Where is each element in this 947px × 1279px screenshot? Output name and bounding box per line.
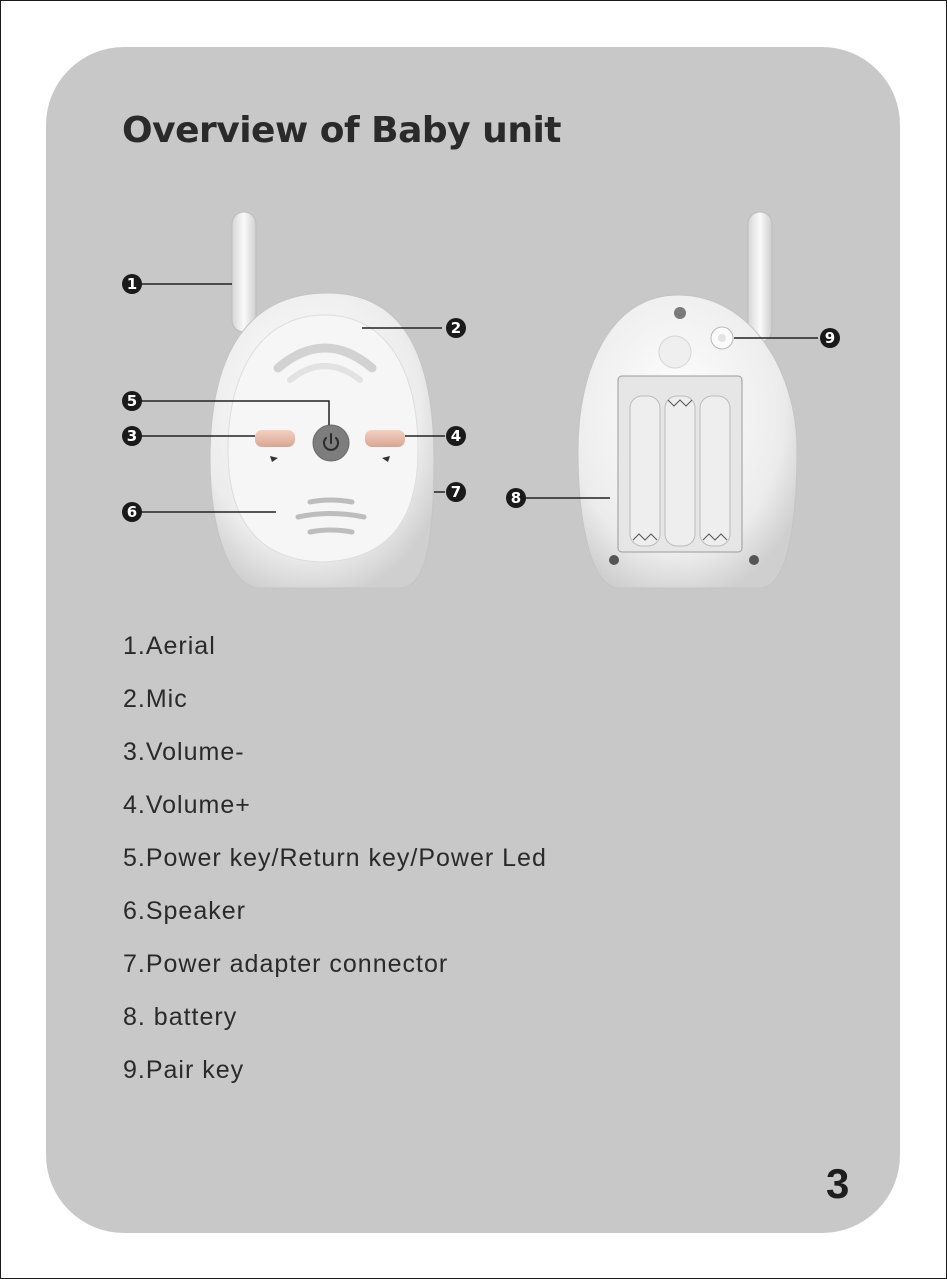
svg-text:3: 3 bbox=[126, 427, 138, 445]
screw-bottom-right bbox=[749, 555, 759, 565]
callout-7 bbox=[446, 482, 466, 502]
legend-item-volume-down: 3.Volume- bbox=[123, 738, 245, 766]
svg-text:4: 4 bbox=[450, 427, 462, 445]
screw-top bbox=[674, 307, 686, 319]
page-number: 3 bbox=[826, 1160, 850, 1207]
callout-6 bbox=[122, 502, 142, 522]
battery-cell-1 bbox=[630, 396, 660, 546]
legend-item-speaker: 6.Speaker bbox=[123, 897, 246, 925]
svg-text:5: 5 bbox=[126, 392, 138, 410]
volume-up-key bbox=[365, 430, 405, 447]
front-view bbox=[210, 212, 434, 588]
device-illustration bbox=[100, 200, 860, 600]
callout-8 bbox=[506, 488, 526, 508]
legend-item-pair-key: 9.Pair key bbox=[123, 1056, 245, 1084]
front-aerial bbox=[232, 212, 256, 332]
legend-item-aerial: 1.Aerial bbox=[123, 632, 216, 660]
volume-down-key bbox=[255, 430, 295, 447]
page-title: Overview of Baby unit bbox=[122, 110, 561, 151]
callout-4 bbox=[446, 426, 466, 446]
svg-text:8: 8 bbox=[510, 489, 522, 507]
callout-9 bbox=[820, 328, 840, 348]
callout-1 bbox=[122, 274, 142, 294]
callout-3 bbox=[122, 426, 142, 446]
legend-item-battery: 8. battery bbox=[123, 1003, 238, 1031]
legend-item-volume-up: 4.Volume+ bbox=[123, 791, 251, 819]
back-aerial bbox=[748, 212, 772, 342]
back-view bbox=[578, 212, 797, 588]
svg-text:7: 7 bbox=[450, 483, 462, 501]
callout-5 bbox=[122, 391, 142, 411]
screw-bottom-left bbox=[609, 555, 619, 565]
baby-unit-diagram bbox=[100, 200, 860, 600]
callout-2 bbox=[446, 318, 466, 338]
svg-text:6: 6 bbox=[126, 503, 138, 521]
legend-item-power-key: 5.Power key/Return key/Power Led bbox=[123, 844, 547, 872]
legend-item-power-adapter: 7.Power adapter connector bbox=[123, 950, 449, 978]
svg-text:2: 2 bbox=[450, 319, 462, 337]
battery-cell-3 bbox=[700, 396, 730, 546]
battery-cell-2 bbox=[665, 396, 695, 546]
svg-text:1: 1 bbox=[126, 275, 138, 293]
svg-text:9: 9 bbox=[824, 329, 836, 347]
parts-legend bbox=[123, 628, 547, 1105]
legend-item-mic: 2.Mic bbox=[123, 685, 188, 713]
